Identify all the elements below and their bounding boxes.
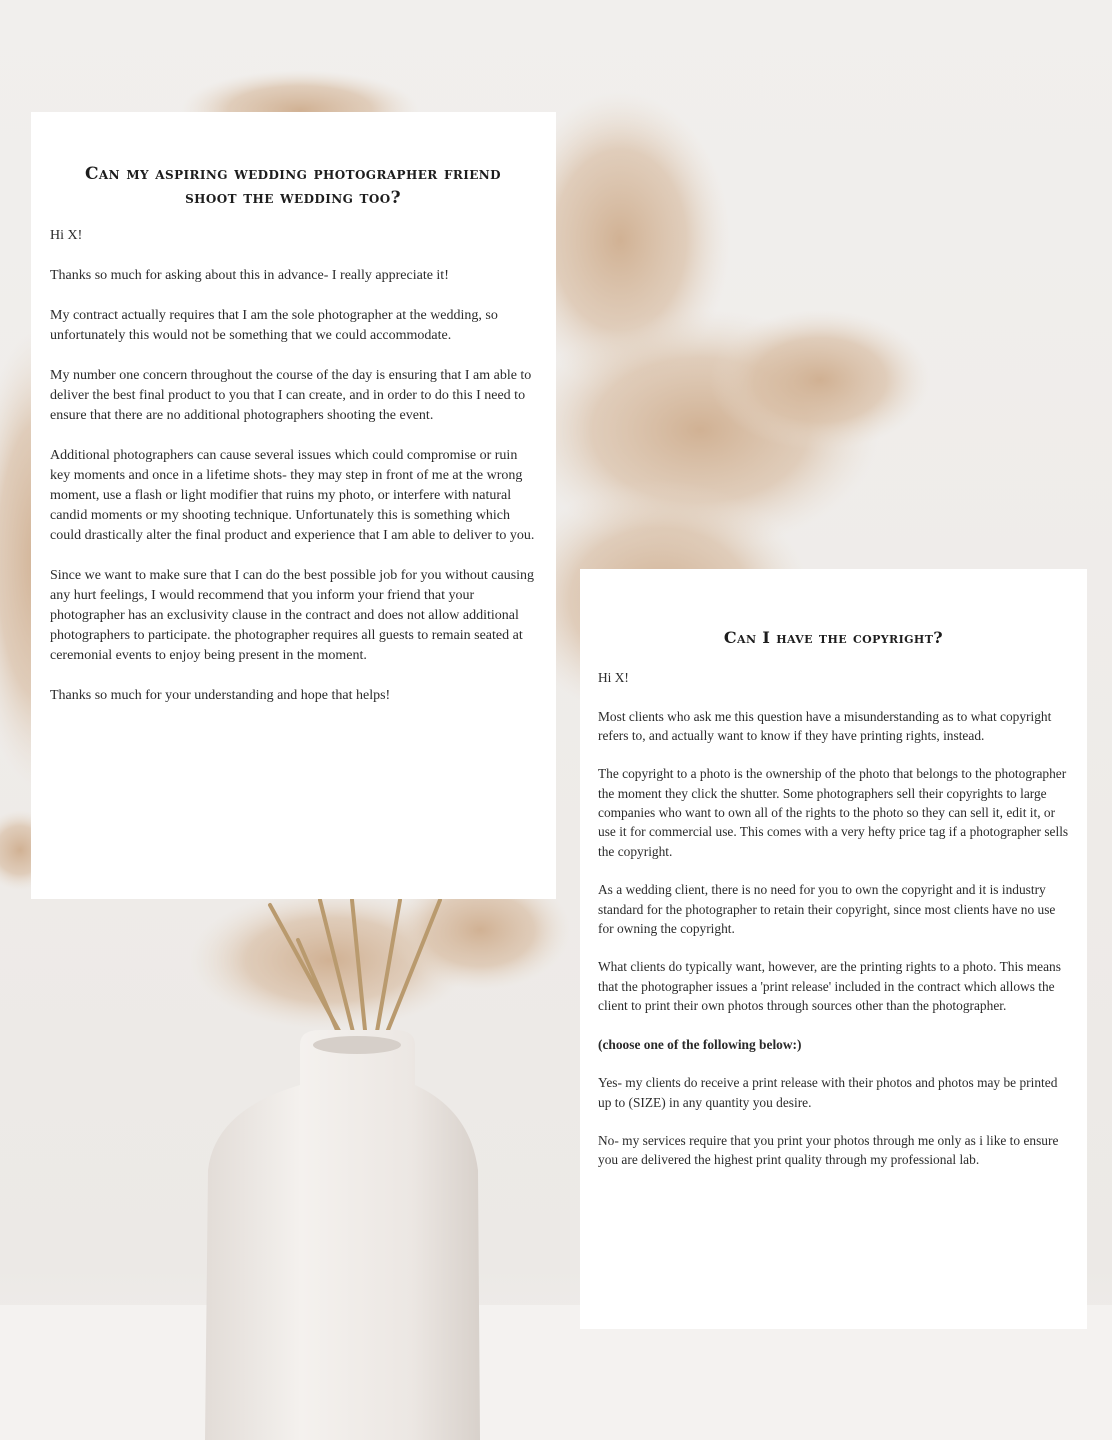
paragraph: My contract actually requires that I am the sole photographer at the wedding, so unfortunately this would not be something that we could accommodate. (50, 308, 498, 343)
paragraph: What clients do typically want, however, are the printing rights to a photo. This means that the photographer issues a 'print release' included in the contract which allows the client to print their own photos through sources other than the photographer. (598, 959, 1061, 1014)
paragraph: The copyright to a photo is the ownership of the photo that belongs to the photographer the moment they click the shutter. Some photographers sell their copyrights to large companies who want to own all of the rights to the photo so they can sell it, edit it, or use it for commercial use. This comes with a very hefty price tag if a photographer sells the copyright. (598, 766, 1069, 859)
card-title: Can I have the copyright? (723, 628, 944, 647)
paragraph: Additional photographers can cause several issues which could compromise or ruin key moments and once in a lifetime shots- they may step in front of me at the wrong moment, use a flash or light modifier that ruins my photo, or interfere with natural candid moments or my shooting technique. Unfortunately this is something which could drastically alter the final product and experience that I am able to deliver to you. (50, 448, 535, 543)
faq-card-second-shooter (31, 112, 556, 899)
paragraph: As a wedding client, there is no need for you to own the copyright and it is industry standard for the photographer to retain their copyright, since most clients have no use for owning the copyright. (598, 882, 1056, 936)
paragraph: Since we want to make sure that I can do the best possible job for you without causing any hurt feelings, I would recommend that you inform your friend that your photographer has an exclusivity clause in the contract and does not allow additional photographers to participate. the photographer requires all guests to remain seated at ceremonial events to enjoy being present in the moment. (50, 568, 535, 663)
faq-card-copyright (580, 569, 1087, 1329)
card-title: Can my aspiring wedding photographer friend shoot the wedding too? (85, 164, 501, 208)
paragraph: Thanks so much for your understanding and hope that helps! (50, 688, 391, 703)
paragraph: No- my services require that you print your photos through me only as i like to ensure you are delivered the highest print quality through my professional lab. (598, 1133, 1059, 1168)
paragraph: Thanks so much for asking about this in advance- I really appreciate it! (50, 268, 449, 283)
paragraph: Hi X! (598, 670, 629, 685)
paragraph: Hi X! (50, 228, 83, 243)
paragraph: Most clients who ask me this question have a misunderstanding as to what copyright refers to, and actually want to know if they have printing rights, instead. (598, 708, 1052, 743)
paragraph: My number one concern throughout the course of the day is ensuring that I am able to deliver the best final product to you that I can create, and in order to do this I need to ensure that there are no additional photographers shooting the event. (50, 368, 532, 423)
instruction-note: (choose one of the following below:) (598, 1036, 802, 1052)
paragraph: Yes- my clients do receive a print release with their photos and photos may be printed up to (SIZE) in any quantity you desire. (598, 1075, 1058, 1110)
